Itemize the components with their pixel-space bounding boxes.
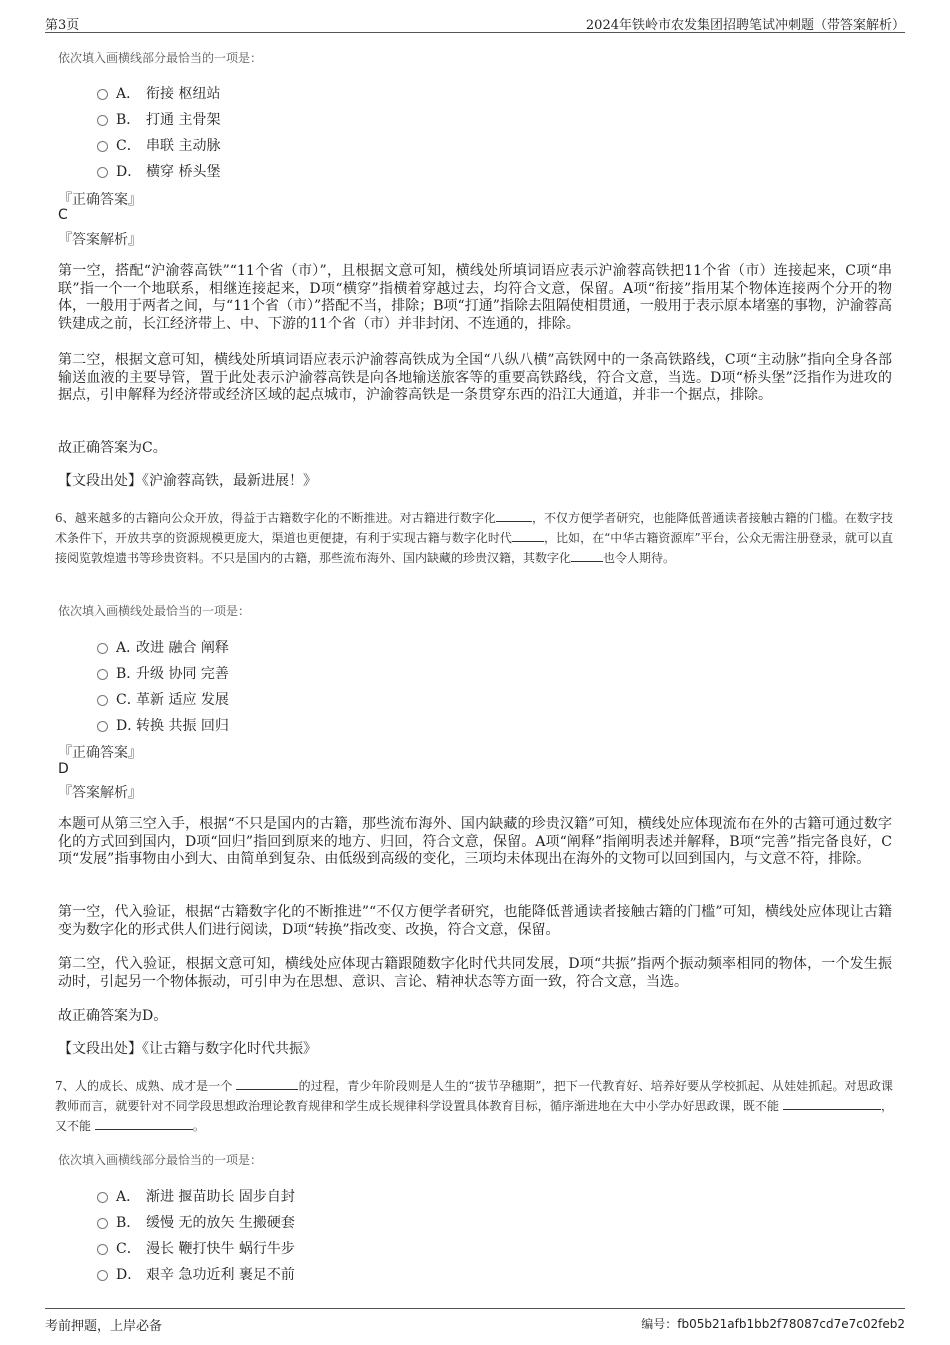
blank — [236, 1076, 298, 1090]
q5-option-c[interactable]: C． 串联 主动脉 — [97, 135, 220, 155]
q7-option-d[interactable]: D． 艰辛 急功近利 裹足不前 — [97, 1264, 295, 1284]
q6-stem: 6、越来越多的古籍向公众开放，得益于古籍数字化的不断推进。对古籍进行数字化 ，不仅方便学者研究，也能降低普通读者接触古籍的门槛。在数字技术条件下，开放共享的资源规模更庞大，渠道也更便捷，有利于实现古籍与数字化时代 ，比如，在“中华古籍资源库”平台，公众无需注册登录，就可以直接阅览敦煌遗书等珍贵资料。不只是国内的古籍，那些流布海外、国内缺藏的珍贵汉籍，其数字化 也令人期待。 — [55, 508, 893, 568]
q5-answer-label: 『正确答案』 — [58, 192, 142, 208]
blank — [783, 1096, 881, 1110]
q7-option-c[interactable]: C． 漫长 鞭打快牛 蜗行牛步 — [97, 1238, 295, 1258]
q6-analysis-label: 『答案解析』 — [58, 785, 142, 801]
radio-icon[interactable] — [97, 141, 108, 152]
q6-source: 【文段出处】《让古籍与数字化时代共振》 — [58, 1041, 317, 1057]
q5-answer: C — [58, 207, 68, 223]
blank — [95, 1116, 193, 1130]
q6-analysis-paragraph-2: 第一空，代入验证，根据“古籍数字化的不断推进”“不仅方便学者研究，也能降低普通读者接触古籍的门槛”可知，横线处应体现让古籍变为数字化的形式供人们进行阅读，D项“转换”指改变、改换，符合文意，保留。 — [58, 904, 892, 938]
radio-icon[interactable] — [97, 695, 108, 706]
radio-icon[interactable] — [97, 643, 108, 654]
q5-instruction: 依次填入画横线部分最恰当的一项是： — [58, 51, 263, 65]
blank — [571, 548, 603, 562]
radio-icon[interactable] — [97, 1218, 108, 1229]
q6-answer-label: 『正确答案』 — [58, 745, 142, 761]
radio-icon[interactable] — [97, 89, 108, 100]
q5-option-b[interactable]: B． 打通 主骨架 — [97, 109, 220, 129]
q7-option-b[interactable]: B． 缓慢 无的放矢 生搬硬套 — [97, 1212, 295, 1232]
blank — [496, 508, 532, 522]
q6-answer: D — [58, 761, 69, 777]
q6-analysis-paragraph-3: 第二空，代入验证，根据文意可知，横线处应体现古籍跟随数字化时代共同发展，D项“共振”指两个振动频率相同的物体，一个发生振动时，引起另一个物体振动，可引申为在思想、意识、言论、精神状态等方面一致，符合文意，当选。 — [58, 956, 892, 990]
q7-option-a[interactable]: A． 渐进 揠苗助长 固步自封 — [97, 1186, 295, 1206]
radio-icon[interactable] — [97, 167, 108, 178]
q5-option-a[interactable]: A． 衔接 枢纽站 — [97, 83, 220, 103]
q6-option-c[interactable]: C． 革新 适应 发展 — [97, 689, 229, 709]
footer-slogan: 考前押题，上岸必备 — [45, 1319, 163, 1334]
q7-instruction: 依次填入画横线部分最恰当的一项是： — [58, 1153, 263, 1167]
radio-icon[interactable] — [97, 1192, 108, 1203]
page-footer — [45, 1308, 905, 1334]
radio-icon[interactable] — [97, 669, 108, 680]
page-number: 第3页 — [45, 18, 80, 33]
q6-analysis-paragraph-1: 本题可从第三空入手，根据“不只是国内的古籍，那些流布海外、国内缺藏的珍贵汉籍”可知，横线处应体现流布在外的古籍可通过数字化的方式回到国内，D项“回归”指回到原来的地方、归回，符合文意，保留。A项“阐释”指阐明表述并解释，B项“完善”指完备良好，C项“发展”指事物由小到大、由简单到复杂、由低级到高级的变化，三项均未体现出在海外的文物可以回到国内，与文意不符，排除。 — [58, 816, 892, 867]
q5-analysis-paragraph-2: 第二空，根据文意可知，横线处所填词语应表示沪渝蓉高铁成为全国“八纵八横”高铁网中的一条高铁路线，C项“主动脉”指向全身各部输送血液的主要导管，置于此处表示沪渝蓉高铁是向各地输送旅客等的重要高铁路线，符合文意，当选。D项“桥头堡”泛指作为进攻的据点，引申解释为经济带或经济区域的起点城市，沪渝蓉高铁是一条贯穿东西的沿江大通道，并非一个据点，排除。 — [58, 352, 892, 403]
q5-source: 【文段出处】《沪渝蓉高铁，最新进展！》 — [58, 473, 317, 489]
document-id: 编号：fb05b21afb1bb2f78087cd7e7c02feb2 — [641, 1317, 905, 1331]
q5-analysis-paragraph-1: 第一空，搭配“沪渝蓉高铁”“11个省（市）”，且根据文意可知，横线处所填词语应表示沪渝蓉高铁把11个省（市）连接起来，C项“串联”指一个一个地联系，相继连接起来，D项“横穿”指横着穿越过去，均符合文意，保留。A项“衔接”指用某个物体连接两个分开的物体，一般用于两者之间，与“11个省（市）”搭配不当，排除；B项“打通”指除去阻隔使相贯通，一般用于表示原本堵塞的事物，沪渝蓉高铁建成之前，长江经济带上、中、下游的11个省（市）并非封闭、不连通的，排除。 — [58, 263, 892, 332]
q6-instruction: 依次填入画横线处最恰当的一项是： — [58, 604, 251, 618]
radio-icon[interactable] — [97, 721, 108, 732]
radio-icon[interactable] — [97, 1244, 108, 1255]
q5-analysis-label: 『答案解析』 — [58, 232, 142, 248]
radio-icon[interactable] — [97, 1270, 108, 1281]
q6-option-a[interactable]: A． 改进 融合 阐释 — [97, 637, 229, 657]
radio-icon[interactable] — [97, 115, 108, 126]
q6-option-d[interactable]: D． 转换 共振 回归 — [97, 715, 229, 735]
q7-stem: 7、人的成长、成熟、成才是一个 的过程，青少年阶段则是人生的“拔节孕穗期”，把下一代教育好、培养好要从学校抓起、从娃娃抓起。对思政课教师而言，就要针对不同学段思想政治理论教育规律和学生成长规律科学设置具体教育目标，循序渐进地在大中小学办好思政课，既不能 ，又不能 。 — [55, 1076, 893, 1136]
blank — [512, 528, 544, 542]
q5-option-d[interactable]: D． 横穿 桥头堡 — [97, 161, 220, 181]
q5-analysis-conclusion: 故正确答案为C。 — [58, 440, 167, 456]
page-header — [45, 12, 905, 33]
q6-analysis-conclusion: 故正确答案为D。 — [58, 1008, 168, 1024]
document-title: 2024年铁岭市农发集团招聘笔试冲刺题（带答案解析） — [585, 18, 905, 33]
q6-option-b[interactable]: B． 升级 协同 完善 — [97, 663, 229, 683]
